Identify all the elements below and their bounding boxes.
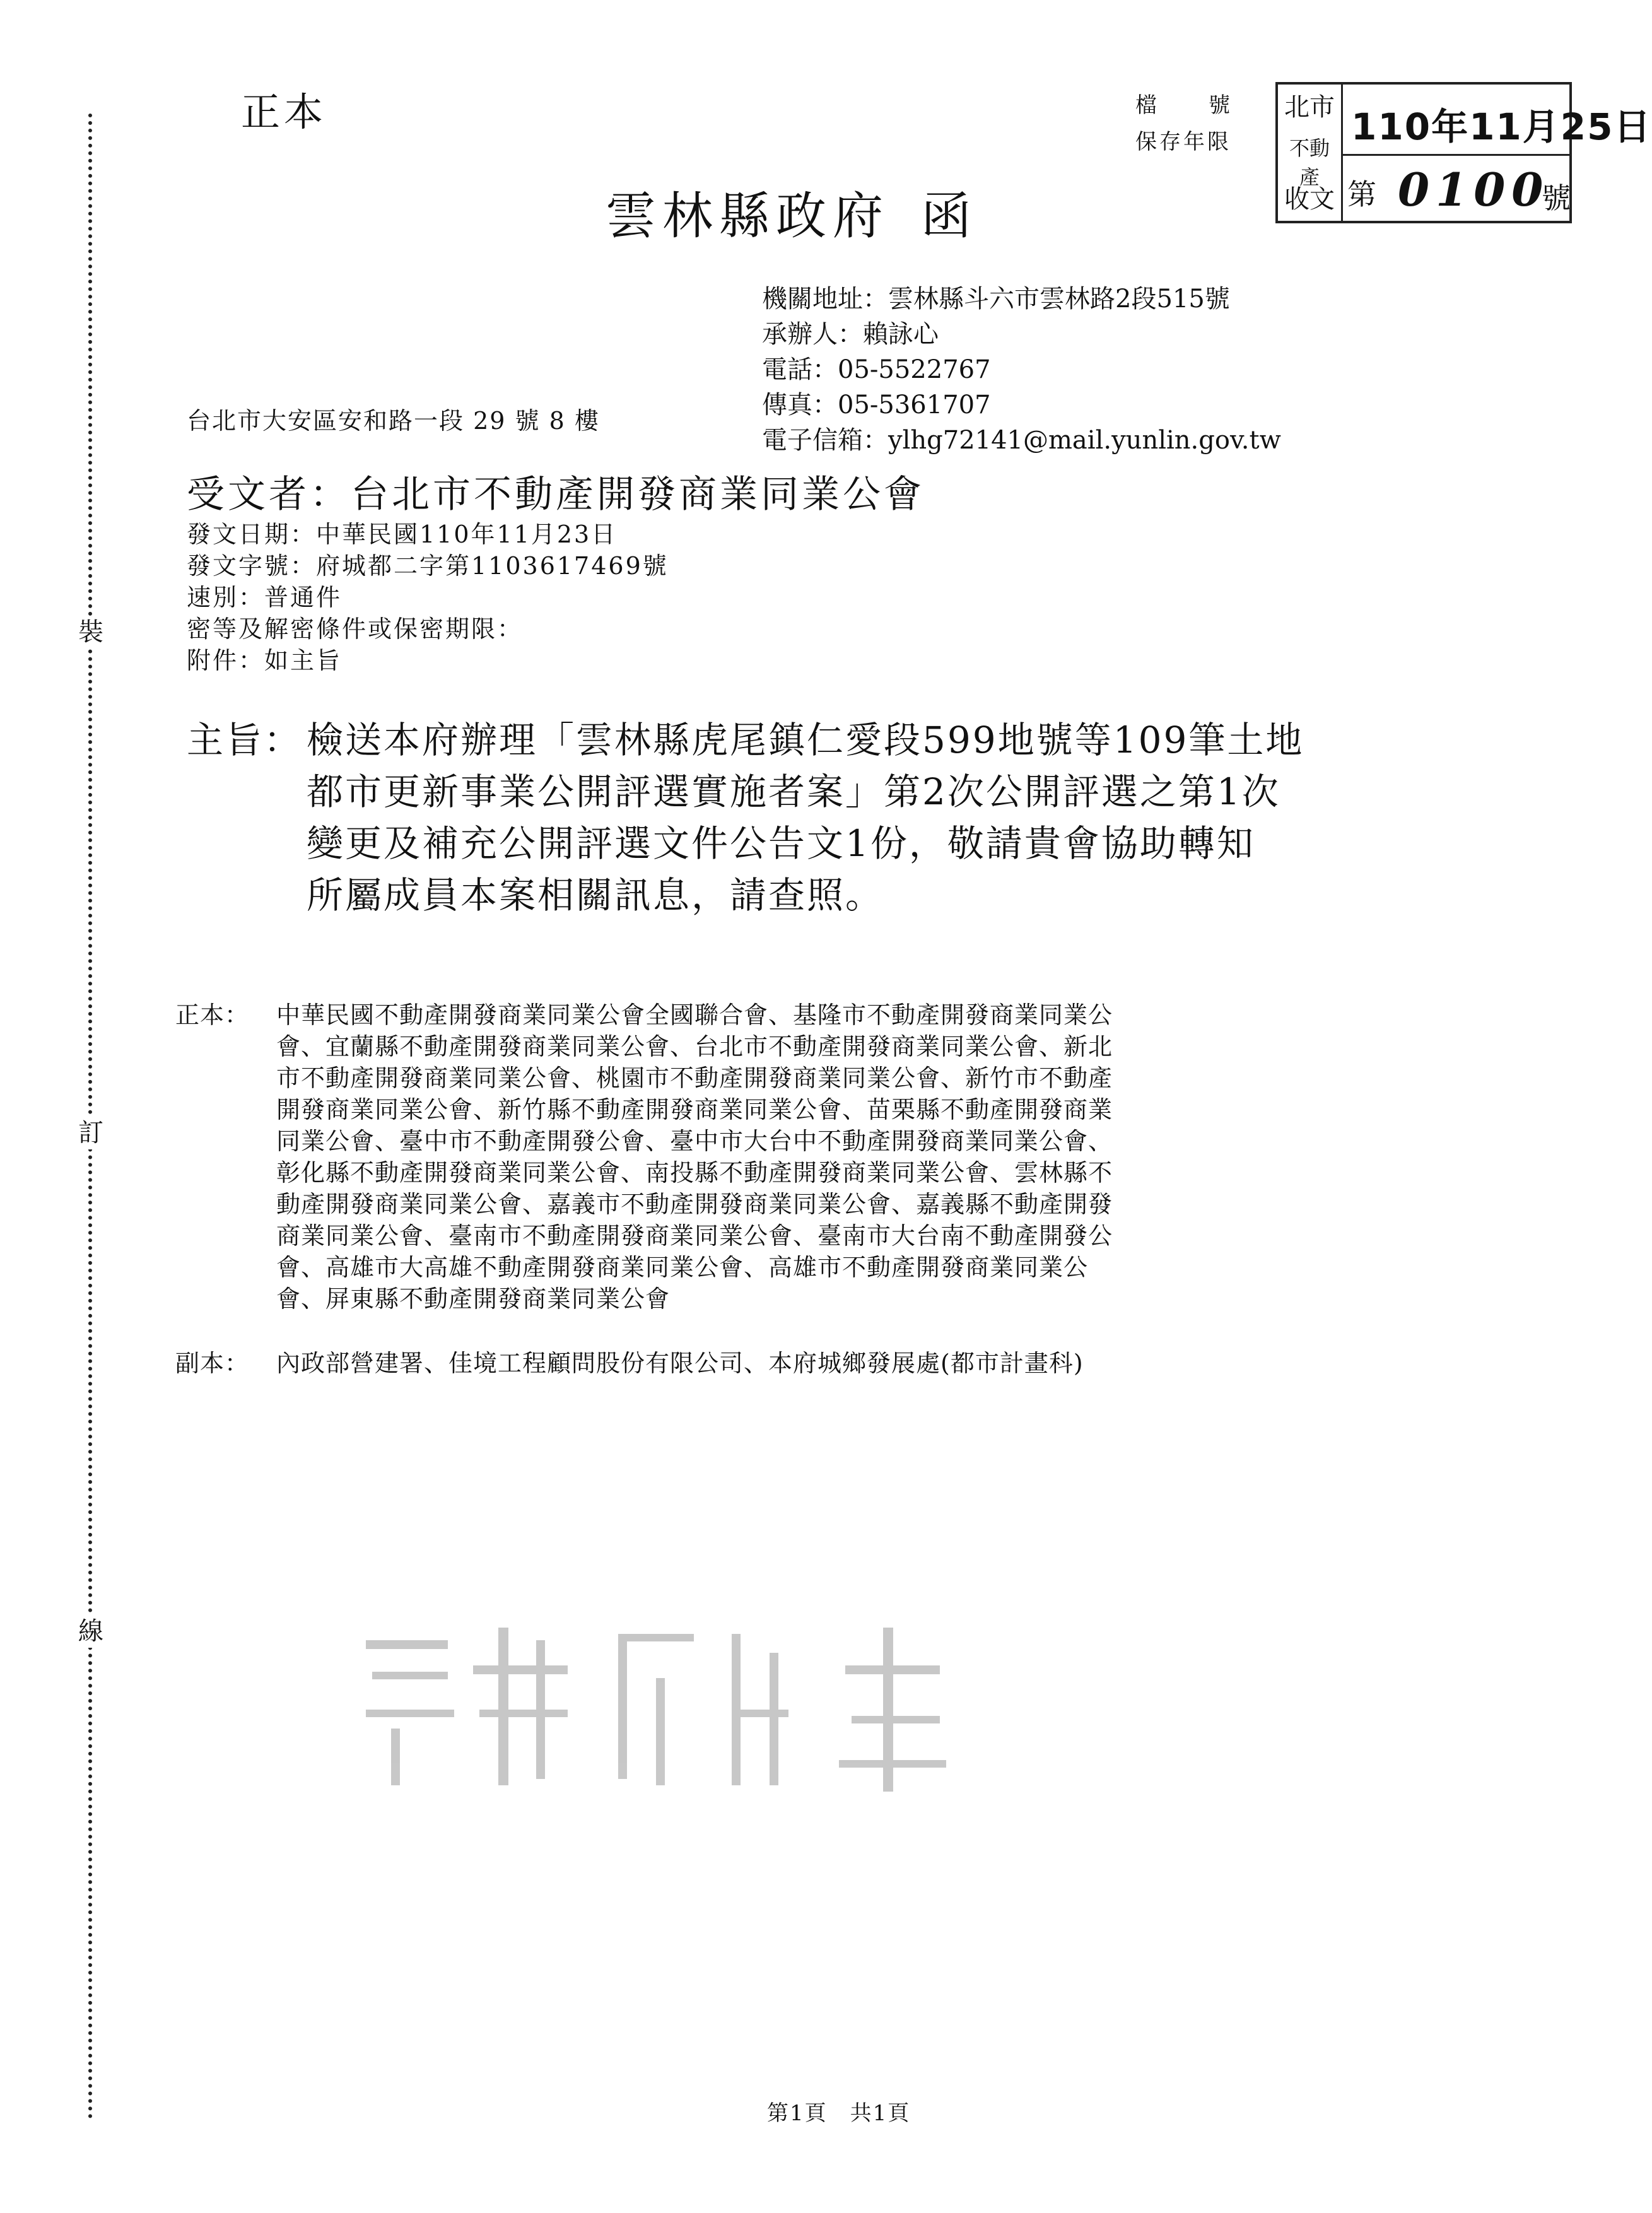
contact-block bbox=[762, 281, 1281, 458]
binding-mark-xian: 線 bbox=[74, 1615, 107, 1648]
main-copy-line: 市不動產開發商業同業公會、桃園市不動產開發商業同業公會、新竹市不動產 bbox=[276, 1064, 1113, 1092]
officer: 承辦人：賴詠心 bbox=[762, 320, 939, 349]
main-copy-line: 開發商業同業公會、新竹縣不動產開發商業同業公會、苗栗縣不動產開發商業 bbox=[276, 1096, 1113, 1124]
stamp-number-prefix: 第 bbox=[1347, 177, 1376, 211]
agency-address: 機關地址：雲林縣斗六市雲林路2段515號 bbox=[762, 285, 1230, 314]
page-footer: 第1頁 共1頁 bbox=[767, 2101, 911, 2126]
stamp-number-suffix: 號 bbox=[1542, 181, 1571, 215]
stamp-date: 110年11月25日 bbox=[1351, 105, 1652, 148]
recipient: 受文者：台北市不動產開發商業同業公會 bbox=[187, 473, 925, 517]
document-title bbox=[606, 175, 978, 248]
stamp-divider bbox=[1341, 154, 1569, 156]
issue-date: 發文日期：中華民國110年11月23日 bbox=[187, 520, 618, 548]
stamp-number: 0100 bbox=[1398, 163, 1550, 216]
retention-label: 保存年限 bbox=[1135, 129, 1231, 155]
copy-label: 正本 bbox=[241, 89, 327, 135]
main-copy-label: 正本： bbox=[175, 1001, 250, 1029]
main-copy-line: 同業公會、臺中市不動產開發公會、臺中市大台中不動產開發商業同業公會、 bbox=[276, 1127, 1113, 1155]
binding-mark-zhuang: 裝 bbox=[74, 616, 107, 649]
main-copy-line: 動產開發商業同業公會、嘉義市不動產開發商業同業公會、嘉義縣不動產開發 bbox=[276, 1190, 1113, 1218]
receipt-stamp bbox=[1275, 82, 1652, 223]
main-copy-line: 商業同業公會、臺南市不動產開發商業同業公會、臺南市大台南不動產開發公 bbox=[276, 1222, 1113, 1250]
subject-line: 都市更新事業公開評選實施者案」第2次公開評選之第1次 bbox=[307, 770, 1280, 813]
subject-text bbox=[307, 714, 1304, 921]
subject-line: 所屬成員本案相關訊息，請查照。 bbox=[307, 874, 884, 917]
main-copy-line: 彰化縣不動產開發商業同業公會、南投縣不動產開發商業同業公會、雲林縣不 bbox=[276, 1159, 1113, 1187]
carbon-copy-list: 內政部營建署、佳境工程顧問股份有限公司、本府城鄉發展處(都市計畫科) bbox=[276, 1349, 1084, 1377]
main-copy-list bbox=[276, 999, 1113, 1315]
faded-seal-watermark bbox=[353, 1615, 1060, 1804]
main-copy-line: 會、宜蘭縣不動產開發商業同業公會、台北市不動產開發商業同業公會、新北 bbox=[276, 1033, 1113, 1060]
stamp-org-line3: 收文 bbox=[1284, 185, 1335, 214]
stamp-org-column bbox=[1278, 85, 1343, 221]
stamp-org-line2: 不動產 bbox=[1289, 136, 1330, 189]
main-copy-line: 會、屏東縣不動產開發商業同業公會 bbox=[276, 1285, 671, 1313]
binding-mark-ding: 訂 bbox=[74, 1117, 107, 1149]
attachment: 附件：如主旨 bbox=[187, 647, 343, 674]
phone: 電話：05-5522767 bbox=[762, 355, 991, 384]
file-number-label: 檔 號 bbox=[1135, 93, 1245, 118]
secrecy-level: 密等及解密條件或保密期限： bbox=[187, 615, 524, 643]
document-number: 發文字號：府城都二字第1103617469號 bbox=[187, 552, 669, 580]
meta-block bbox=[187, 519, 669, 676]
carbon-copy-label: 副本： bbox=[175, 1349, 250, 1377]
document-type: 函 bbox=[921, 187, 978, 245]
main-copy-line: 中華民國不動產開發商業同業公會全國聯合會、基隆市不動產開發商業同業公 bbox=[276, 1001, 1113, 1029]
speed-class: 速別：普通件 bbox=[187, 584, 343, 611]
email: 電子信箱：ylhg72141@mail.yunlin.gov.tw bbox=[762, 426, 1281, 455]
agency-name: 雲林縣政府 bbox=[606, 187, 889, 245]
stamp-org-line1: 北市 bbox=[1284, 93, 1335, 122]
subject-line: 檢送本府辦理「雲林縣虎尾鎮仁愛段599地號等109筆土地 bbox=[307, 719, 1304, 761]
main-copy-line: 會、高雄市大高雄不動產開發商業同業公會、高雄市不動產開發商業同業公 bbox=[276, 1253, 1089, 1281]
archive-labels bbox=[1135, 87, 1245, 160]
subject-line: 變更及補充公開評選文件公告文1份，敬請貴會協助轉知 bbox=[307, 822, 1255, 865]
recipient-address: 台北市大安區安和路一段 29 號 8 樓 bbox=[187, 407, 600, 435]
fax: 傳真：05-5361707 bbox=[762, 390, 991, 420]
subject-label: 主旨： bbox=[187, 719, 303, 761]
